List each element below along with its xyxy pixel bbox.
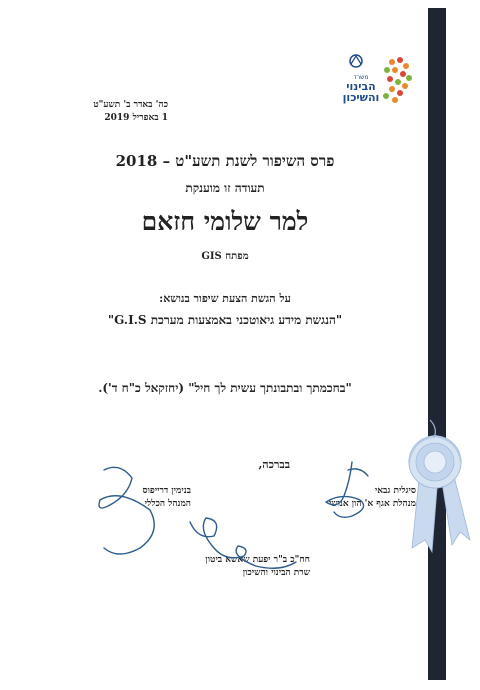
gregorian-date: 1 באפריל 2019 bbox=[104, 113, 168, 123]
recipient-name: למר שלומי חזאם bbox=[141, 207, 309, 236]
hebrew-date: כה' באדר ב' תשע"ט bbox=[93, 100, 168, 110]
signatory-name: חח"כ ב"ר יפעת שאשא ביטון bbox=[205, 555, 310, 565]
signature-right-icon bbox=[326, 462, 368, 517]
certificate-title: פרס השיפור לשנת תשע"ט – 2018 bbox=[115, 152, 335, 170]
signatory-title: שרת הבינוי והשיכון bbox=[242, 568, 310, 578]
certificate-subtitle: תעודה זו מוענקת bbox=[185, 181, 265, 195]
recipient-position: מפתח GIS bbox=[201, 251, 249, 262]
signatory-name: סיגלית גבאי bbox=[374, 486, 416, 496]
topic-text: "הנגשת מידע גיאוטכני באמצעות מערכת G.I.S" bbox=[107, 313, 343, 327]
logo-ministry-label: משרד bbox=[353, 74, 369, 81]
blessing: בברכה, bbox=[258, 458, 290, 471]
logo-name-line2: והשיכון bbox=[342, 91, 380, 104]
signatory-name: בנימין דרייפוס bbox=[142, 486, 191, 496]
ribbon-rosette-icon bbox=[409, 420, 470, 552]
signature-center-icon bbox=[190, 518, 296, 568]
quote-text: "בחכמתך ובתבונתך עשית לך חיל" (יחזקאל כ"ח ד'). bbox=[98, 381, 352, 395]
logo-name-line1: הבינוי bbox=[346, 80, 376, 93]
signatory-title: המנהל הכללי bbox=[144, 499, 191, 509]
topic-label: על הגשת הצעת שיפור בנושא: bbox=[159, 292, 291, 305]
signature-left-icon bbox=[99, 467, 154, 554]
signatory-title: מנהלת אגף א' הון אנושי bbox=[328, 499, 416, 509]
